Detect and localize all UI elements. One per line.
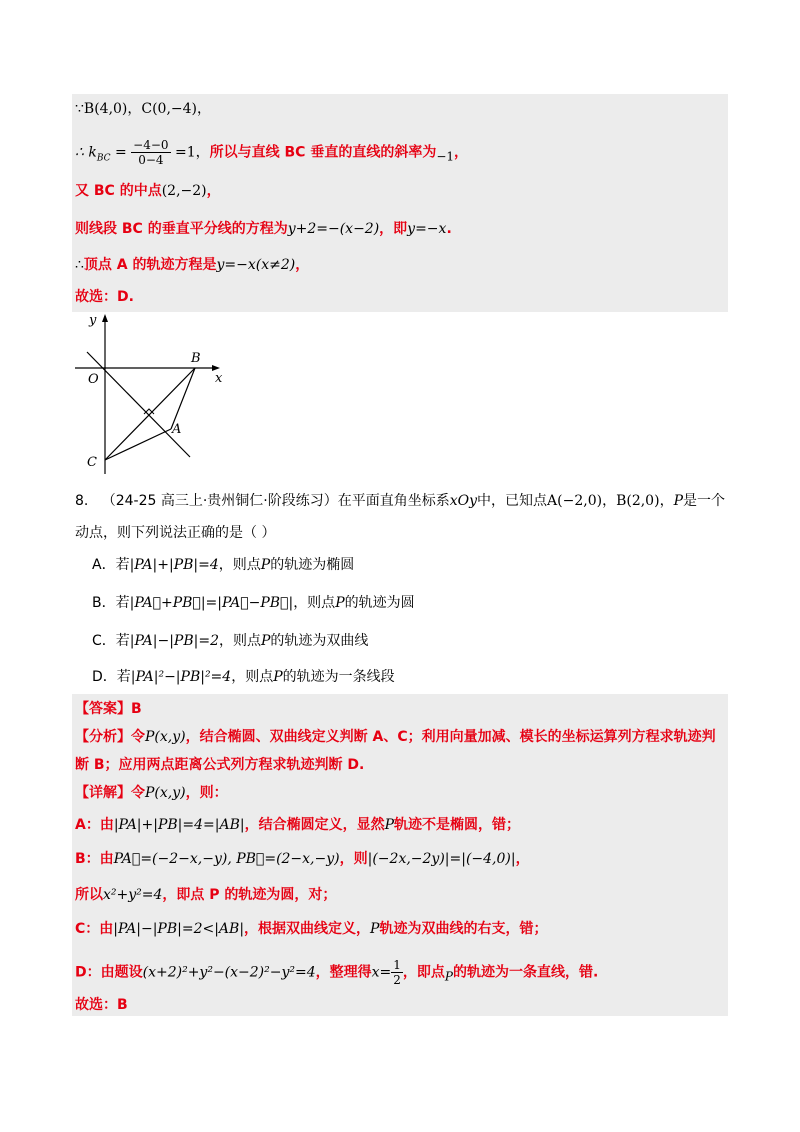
y-axis-arrow	[102, 314, 108, 322]
label-a: A	[172, 422, 182, 437]
solution-highlight-top	[72, 94, 728, 312]
question-stem-2: 动点，则下列说法正确的是（ ）	[75, 525, 276, 541]
detail-d: D：由题设(x+2)²+y²−(x−2)²−y²=4，整理得x= $\frac{1}{2}$ ，即点$_P$的轨迹为一条直线，错.	[75, 958, 599, 987]
prev-line-3: 又 BC 的中点(2,−2)，	[75, 183, 221, 199]
option-c[interactable]: C．若|PA|−|PB|=2，则点P的轨迹为双曲线	[92, 633, 369, 649]
option-a[interactable]: A．若|PA|+|PB|=4，则点P的轨迹为椭圆	[92, 557, 355, 573]
detail-a: A：由|PA|+|PB|=4=|AB|，结合椭圆定义，显然P轨迹不是椭圆，错；	[75, 817, 521, 833]
prev-line-4: 则线段 BC 的垂直平分线的方程为y+2=−(x−2)，即y=−x.	[75, 221, 452, 237]
option-b[interactable]: B．若|PA⃗+PB⃗|=|PA⃗−PB⃗|，则点P的轨迹为圆	[92, 595, 415, 611]
prev-line-2: ∴ $k_{BC}$ = $\frac{-4-0}{0-4}$ =1，所以与直线 BC 垂直的直线的斜率为$_{-1}$，	[75, 138, 469, 167]
label-y: y	[89, 313, 97, 328]
answer-line: 【答案】B	[75, 701, 142, 717]
figure-svg	[72, 312, 228, 478]
label-o: O	[88, 372, 99, 387]
label-x: x	[215, 371, 223, 386]
x-fraction: $\frac{1}{2}$	[393, 958, 401, 987]
segment-bc	[105, 368, 195, 460]
segment-ac	[105, 429, 171, 460]
detail-b: B：由PA⃗=(−2−x,−y), PB⃗=(2−x,−y)，则|(−2x,−2y)|=|(−4,0)|，	[75, 851, 530, 867]
prev-line-1: ∵B(4,0)，C(0,−4)，	[75, 101, 212, 117]
label-c: C	[87, 455, 97, 470]
prev-line-5: ∴顶点 A 的轨迹方程是y=−x(x≠2)，	[75, 257, 310, 273]
detail-c: C：由|PA|−|PB|=2<|AB|，根据双曲线定义，P轨迹为双曲线的右支，错；	[75, 921, 548, 937]
prev-line-6: 故选：D.	[75, 289, 134, 305]
slope-fraction: $\frac{-4-0}{0-4}$	[133, 138, 169, 167]
analysis-line-2: 断 B；应用两点距离公式列方程求轨迹判断 D.	[75, 757, 365, 773]
detail-line: 【详解】令P(x,y)，则：	[75, 785, 228, 801]
option-d[interactable]: D．若|PA|²−|PB|²=4，则点P的轨迹为一条线段	[92, 669, 395, 685]
analysis-line-1: 【分析】令P(x,y)，结合椭圆、双曲线定义判断 A、C；利用向量加减、模长的坐标运算列方程求轨迹判	[75, 729, 716, 745]
final-answer: 故选：B	[75, 997, 128, 1013]
segment-ab	[171, 368, 195, 429]
question-stem-1: 8. （24-25 高三上·贵州铜仁·阶段练习）在平面直角坐标系xOy中，已知点A(−2,0)，B(2,0)，P是一个	[75, 493, 725, 509]
geometry-figure	[72, 312, 228, 478]
label-b: B	[191, 351, 201, 366]
detail-b2: 所以x²+y²=4，即点 P 的轨迹为圆，对；	[75, 887, 337, 903]
